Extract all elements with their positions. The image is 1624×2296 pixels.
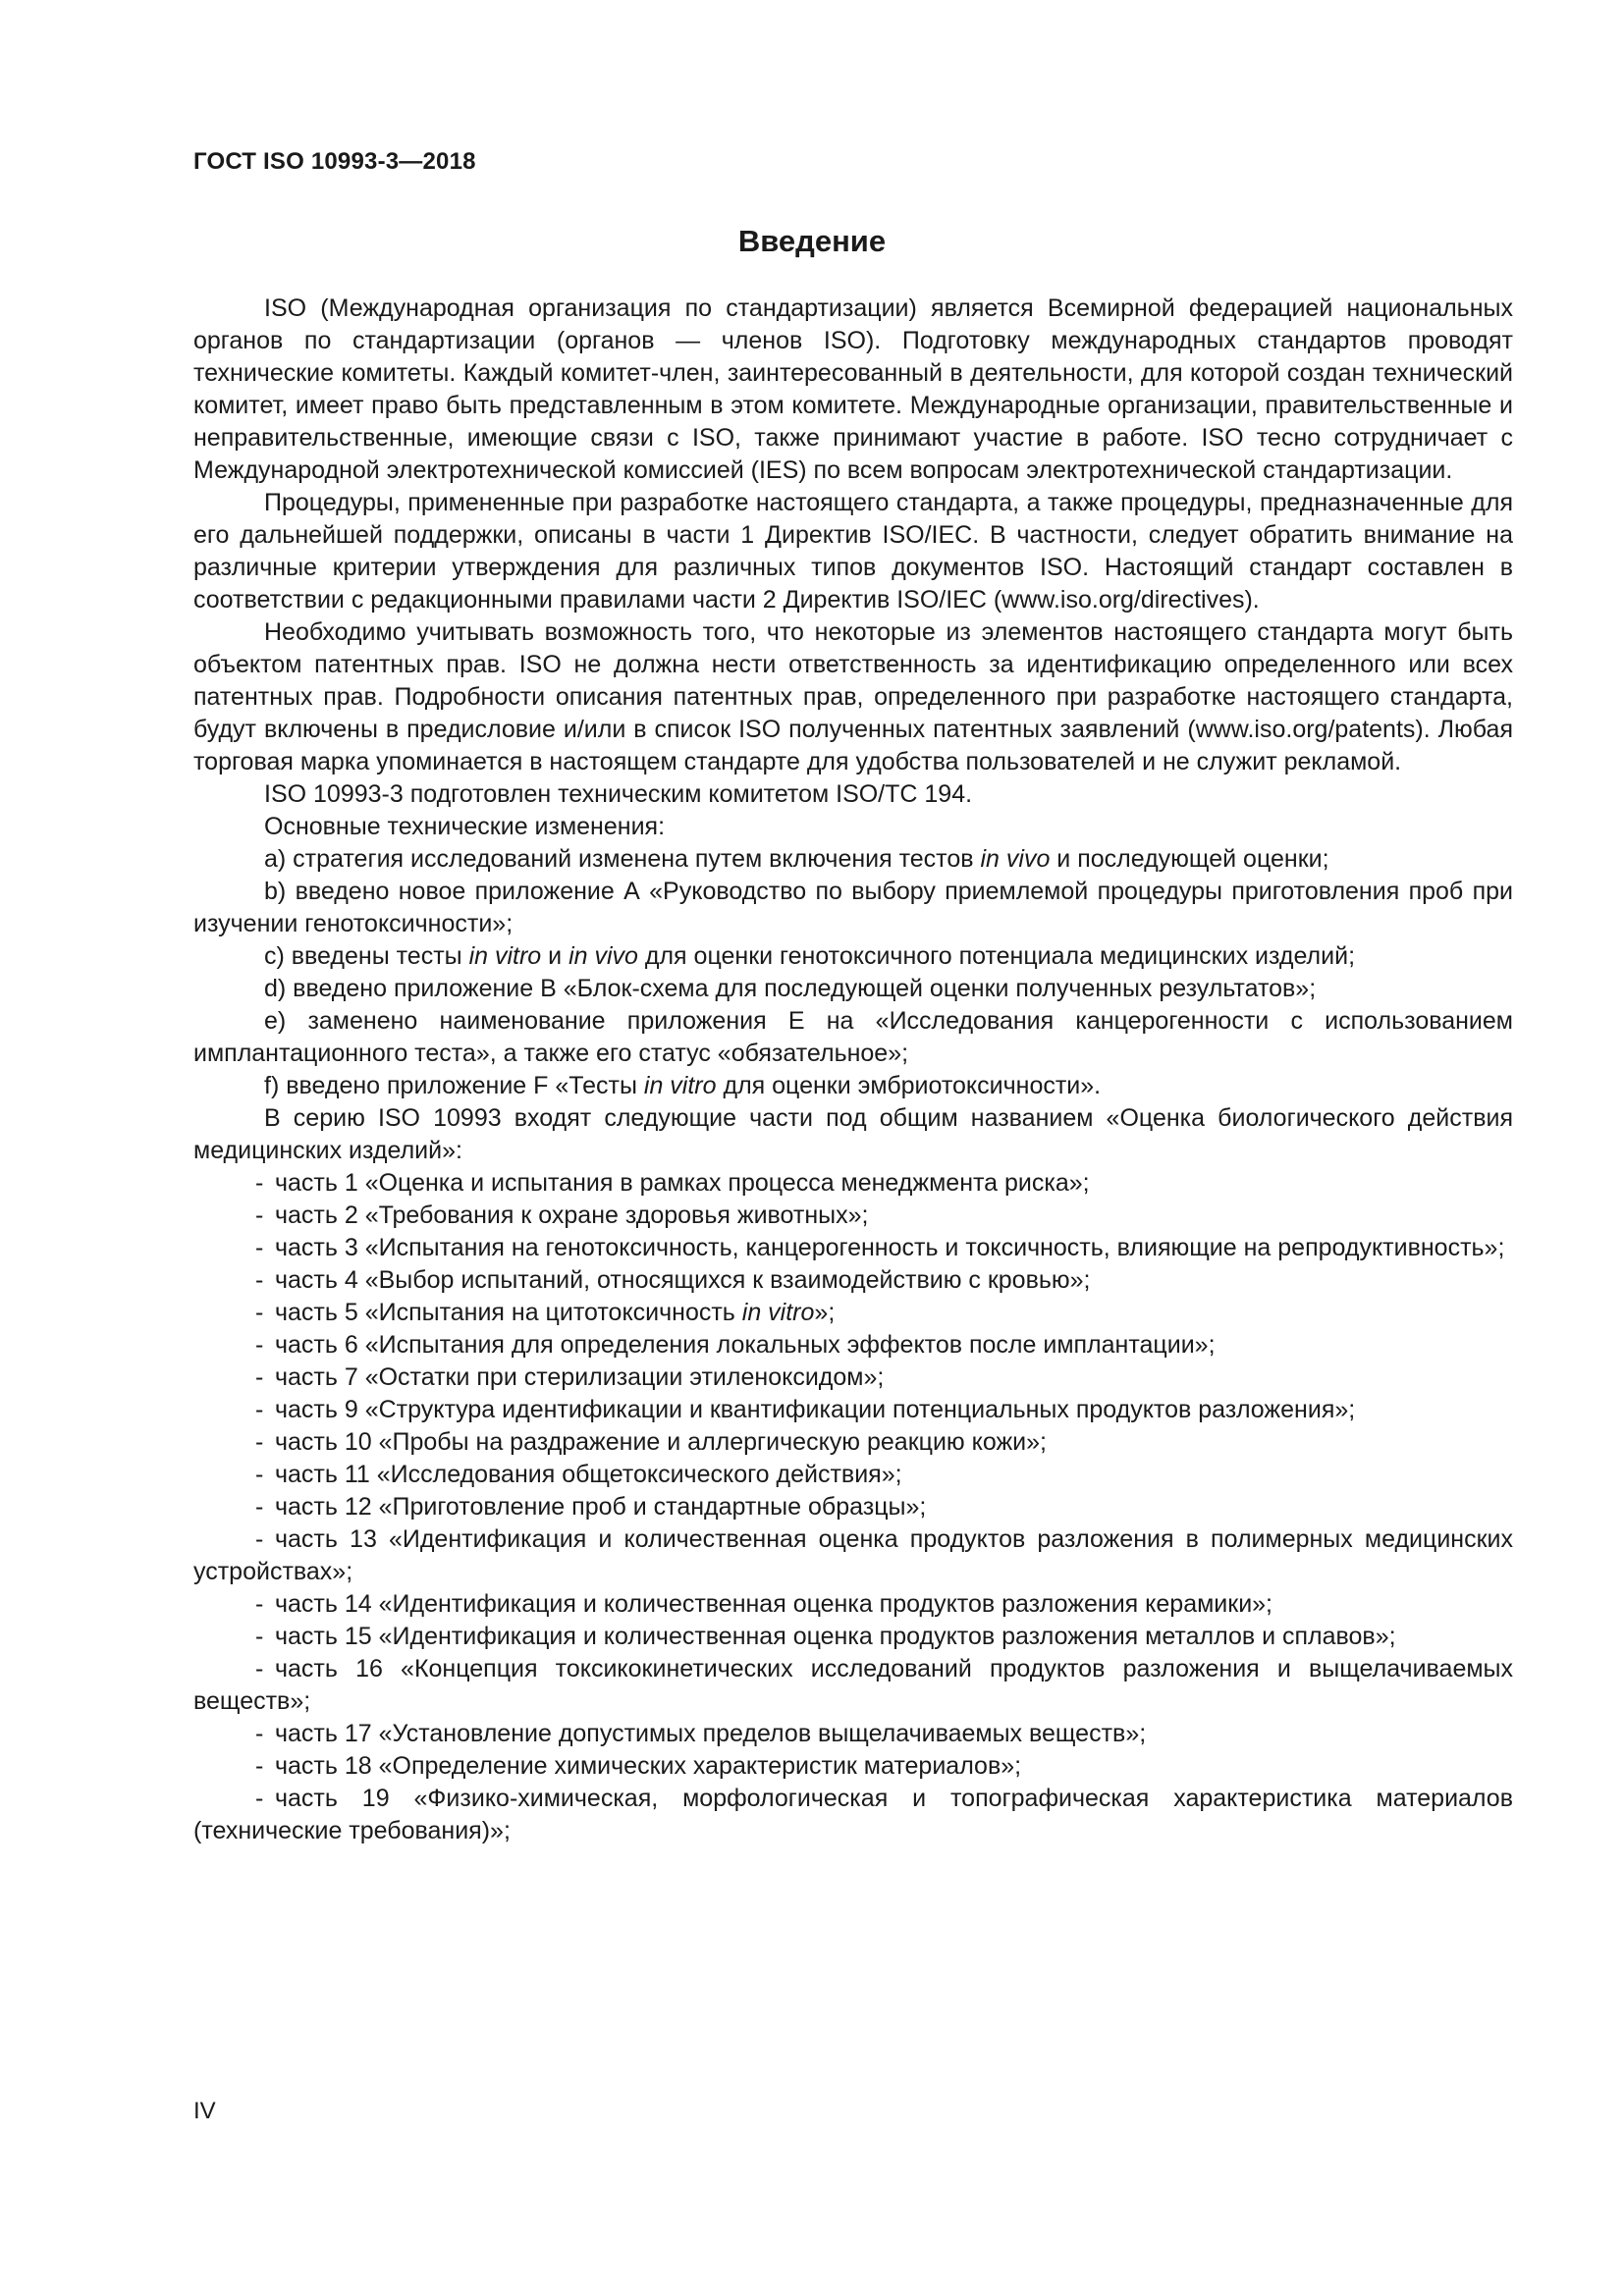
paragraph-patents: Необходимо учитывать возможность того, что некоторые из элементов настоящего стандарта могут быть объектом патентных прав. ISO не должна нести ответственность за идентификацию определенного или всех патентных прав. Подробности описания патентных прав, определенного при разработке настоящего стандарта, будут включены в предисловие и/или в список ISO полученных патентных заявлений (www.iso.org/patents). Любая торговая марка упоминается в настоящем стандарте для удобства пользователей и не служит рекламой. xyxy=(193,618,1513,775)
change-item-e: e) заменено наименование приложения Е на «Исследования канцерогенности с использованием имплантационного теста», а также его статус «обязательное»; xyxy=(193,1007,1513,1067)
page-number: IV xyxy=(193,2098,216,2124)
change-item-b: b) введено новое приложение А «Руководство по выбору приемлемой процедуры приготовления проб при изучении генотоксичности»; xyxy=(193,878,1513,937)
paragraph-iso-intro: ISO (Международная организация по стандартизации) является Всемирной федерацией национальных органов по стандартизации (органов — членов ISO). Подготовку международных стандартов проводят технические комитеты. Каждый комитет-член, заинтересованный в деятельности, для которой создан технический комитет, имеет право быть представленным в этом комитете. Международные организации, правительственные и неправительственные, имеющие связи с ISO, также принимают участие в работе. ISO тесно сотрудничает с Международной электротехнической комиссией (IES) по всем вопросам электротехнической стандартизации. xyxy=(193,294,1513,484)
change-item-f: f) введено приложение F «Тесты in vitro для оценки эмбриотоксичности». xyxy=(264,1072,1102,1099)
list-item-part-18: - часть 18 «Определение химических характеристик материалов»; xyxy=(255,1752,1022,1780)
change-item-c: c) введены тесты in vitro и in vivo для оценки генотоксичного потенциала медицинских изделий; xyxy=(264,942,1356,970)
list-item-part-13: - часть 13 «Идентификация и количественная оценка продуктов разложения в полимерных медицинских устройствах»; xyxy=(193,1525,1513,1585)
list-item-part-16: - часть 16 «Концепция токсикокинетических исследований продуктов разложения и выщелачиваемых веществ»; xyxy=(193,1655,1513,1715)
list-item-part-3: - часть 3 «Испытания на генотоксичность, канцерогенность и токсичность, влияющие на репродуктивность»; xyxy=(255,1234,1505,1261)
list-item-part-9: - часть 9 «Структура идентификации и квантификации потенциальных продуктов разложения»; xyxy=(255,1396,1356,1423)
section-title: Введение xyxy=(737,224,887,258)
list-item-part-12: - часть 12 «Приготовление проб и стандартные образцы»; xyxy=(255,1493,927,1521)
list-item-part-4: - часть 4 «Выбор испытаний, относящихся к взаимодействию с кровью»; xyxy=(255,1266,1091,1294)
list-item-part-10: - часть 10 «Пробы на раздражение и аллергическую реакцию кожи»; xyxy=(255,1428,1047,1456)
list-item-part-6: - часть 6 «Испытания для определения локальных эффектов после имплантации»; xyxy=(255,1331,1216,1359)
list-item-part-19: - часть 19 «Физико-химическая, морфологическая и топографическая характеристика материалов (технические требования)»; xyxy=(193,1785,1513,1844)
document-header: ГОСТ ISO 10993-3—2018 xyxy=(193,148,476,175)
list-item-part-1: - часть 1 «Оценка и испытания в рамках процесса менеджмента риска»; xyxy=(255,1169,1090,1197)
list-item-part-15: - часть 15 «Идентификация и количественная оценка продуктов разложения металлов и сплавов»; xyxy=(255,1623,1396,1650)
paragraph-series-intro: В серию ISO 10993 входят следующие части под общим названием «Оценка биологического действия медицинских изделий»: xyxy=(193,1104,1513,1164)
list-item-part-2: - часть 2 «Требования к охране здоровья животных»; xyxy=(255,1201,869,1229)
list-item-part-14: - часть 14 «Идентификация и количественная оценка продуктов разложения керамики»; xyxy=(255,1590,1273,1618)
paragraph-procedures: Процедуры, примененные при разработке настоящего стандарта, а также процедуры, предназначенные для его дальнейшей поддержки, описаны в части 1 Директив ISO/IEC. В частности, следует обратить внимание на различные критерии утверждения для различных типов документов ISO. Настоящий стандарт составлен в соответствии с редакционными правилами части 2 Директив ISO/IEC (www.iso.org/directives). xyxy=(193,489,1513,614)
list-item-part-11: - часть 11 «Исследования общетоксического действия»; xyxy=(255,1461,902,1488)
list-item-part-5: - часть 5 «Испытания на цитотоксичность in vitro»; xyxy=(255,1299,836,1326)
paragraph-committee: ISO 10993-3 подготовлен техническим комитетом ISO/TC 194. xyxy=(264,780,973,808)
document-body xyxy=(193,293,1513,1847)
change-item-a: a) стратегия исследований изменена путем включения тестов in vivo и последующей оценки; xyxy=(264,845,1329,873)
list-item-part-17: - часть 17 «Установление допустимых пределов выщелачиваемых веществ»; xyxy=(255,1720,1147,1747)
paragraph-changes-intro: Основные технические изменения: xyxy=(264,813,666,840)
change-item-d: d) введено приложение В «Блок-схема для последующей оценки полученных результатов»; xyxy=(264,975,1317,1002)
list-item-part-7: - часть 7 «Остатки при стерилизации этиленоксидом»; xyxy=(255,1363,885,1391)
